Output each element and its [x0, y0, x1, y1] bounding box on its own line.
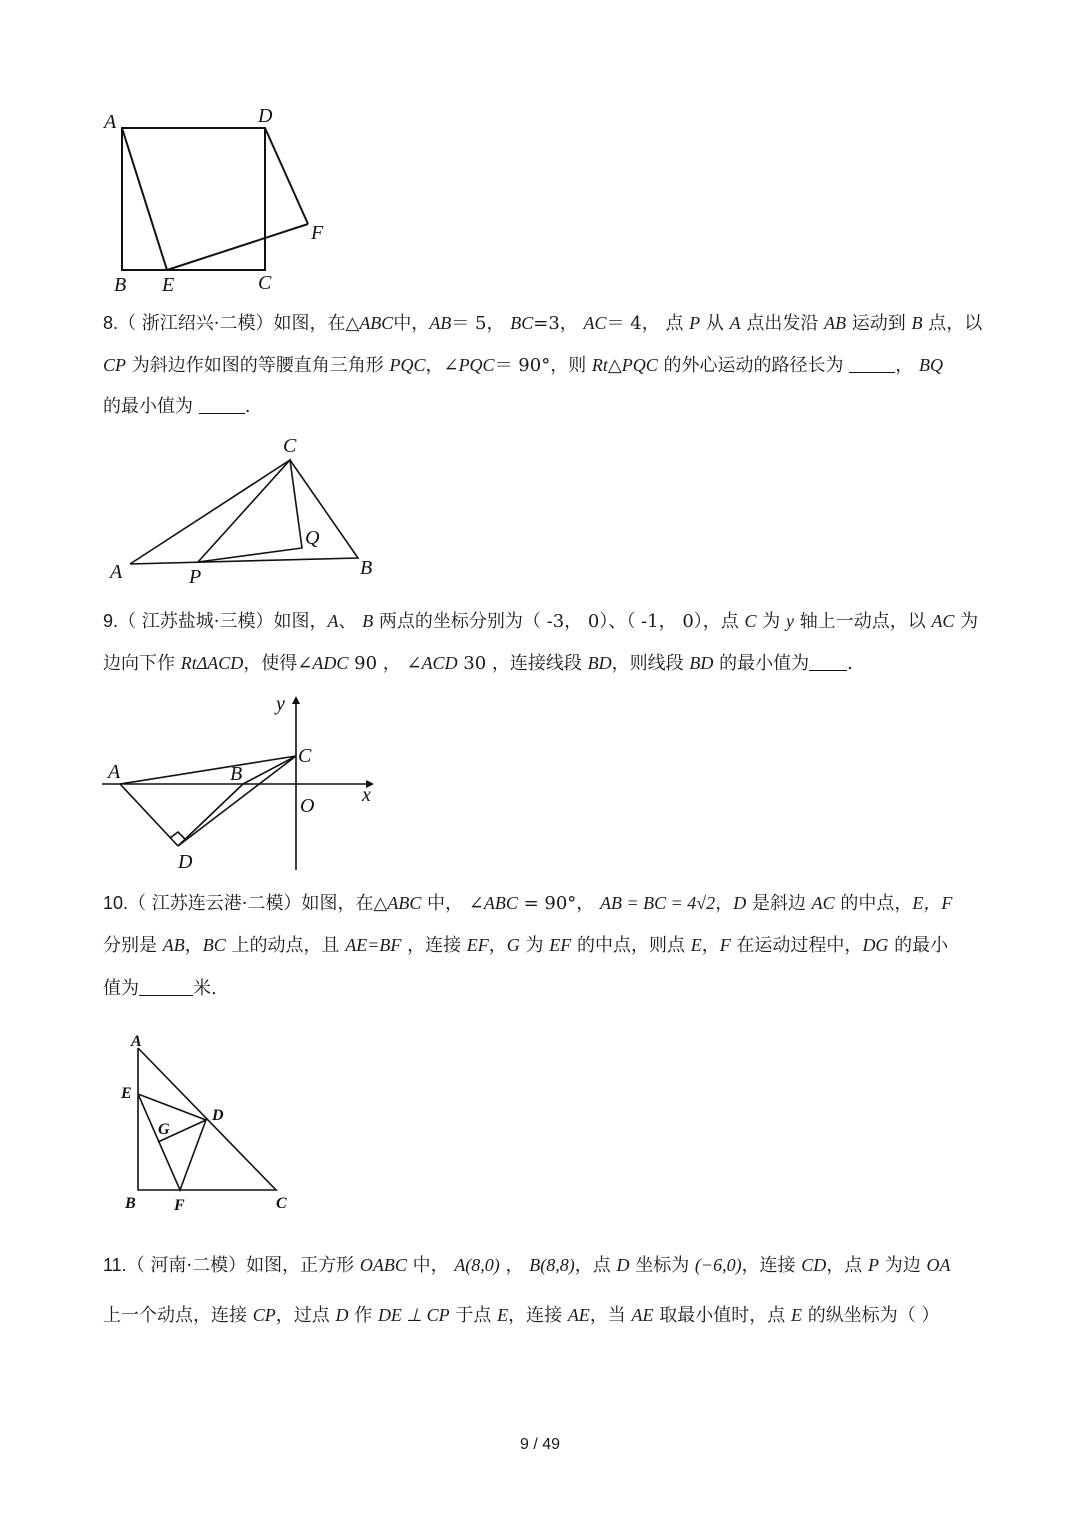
segment-ef — [167, 224, 308, 270]
q9-b: B — [362, 611, 374, 631]
figure-square-abcd — [100, 100, 340, 300]
q11-line-2 — [103, 1302, 939, 1329]
q8-pqc: PQC — [621, 355, 658, 375]
point-label-b: B — [114, 274, 127, 296]
point-label-e: E — [121, 1085, 132, 1102]
q10-text: = 90°， — [517, 893, 601, 914]
point-label-c: C — [298, 745, 312, 767]
q11-text: （ 河南·二模）如图，正方形 — [126, 1255, 360, 1276]
q9-number: 9. — [103, 611, 119, 631]
q9-a: A — [327, 611, 339, 631]
q11-point-a: A(8,0) — [454, 1255, 500, 1275]
segment-df — [265, 128, 308, 224]
q9-acd: ΔACD — [196, 653, 244, 673]
q9-text: ，则线段 — [611, 653, 690, 674]
q10-text: ， — [701, 935, 720, 956]
q10-line-3 — [103, 976, 217, 1002]
q11-text: ，连接 — [508, 1305, 568, 1326]
q8-text: 的最小值为 — [103, 396, 199, 417]
q10-d: D — [733, 893, 747, 913]
point-label-d: D — [178, 851, 193, 873]
q8-text: =3， — [533, 313, 578, 334]
q9-adc: ADC — [312, 653, 349, 673]
right-triangle-diagram — [118, 1028, 308, 1218]
q10-text: 是斜边 — [746, 893, 812, 914]
q10-number: 10. — [103, 893, 129, 913]
q10-text: 值为 — [103, 978, 139, 999]
square-outline — [122, 128, 265, 270]
point-label-b: B — [125, 1195, 136, 1212]
q11-text: ，过点 — [275, 1305, 336, 1326]
point-label-b: B — [230, 763, 243, 785]
point-label-a: A — [131, 1033, 142, 1050]
q10-text: 在运动过程中， — [730, 935, 863, 956]
q8-text: ＝ 4， 点 — [606, 313, 690, 334]
q11-d-coord: (−6,0) — [694, 1255, 742, 1275]
q9-acd: ACD — [421, 653, 458, 673]
q9-line-2 — [103, 650, 853, 677]
q10-e: E — [690, 935, 702, 955]
q10-abc: ABC — [483, 893, 518, 913]
q11-cp: CP — [252, 1305, 276, 1325]
q9-text: . — [847, 653, 853, 674]
q10-bc: BC — [202, 935, 226, 955]
triangle-diagram — [100, 430, 400, 590]
q8-a: A — [729, 313, 741, 333]
q8-number: 8. — [103, 313, 119, 333]
q10-line-2 — [103, 932, 948, 959]
q10-text: ， — [184, 935, 203, 956]
figure-coordinate-acd — [100, 688, 390, 878]
segment-ad — [120, 784, 178, 846]
q11-text: 上一个动点，连接 — [103, 1305, 253, 1326]
q10-text: （ 江苏连云港·二模）如图，在 — [128, 893, 374, 914]
q8-b: B — [911, 313, 923, 333]
figure-right-triangle-defg — [118, 1028, 308, 1218]
q10-abbc: AB = BC = 4√2 — [600, 893, 716, 913]
q8-ac: AC — [583, 313, 607, 333]
q9-text: 轴上一动点，以 — [793, 611, 932, 632]
q11-line-1 — [103, 1252, 951, 1279]
q11-d: D — [616, 1255, 630, 1275]
triangle-abc — [138, 1048, 276, 1190]
q10-ac: AC — [811, 893, 835, 913]
q9-ac: AC — [931, 611, 955, 631]
q9-bd: BD — [689, 653, 714, 673]
q9-text: ，使得∠ — [243, 653, 313, 674]
q10-text: ，连接 — [401, 935, 467, 956]
point-label-f: F — [311, 222, 324, 244]
q10-dg: DG — [862, 935, 889, 955]
q11-text: ，连接 — [741, 1255, 802, 1276]
q10-text: 分别是 — [103, 935, 163, 956]
q10-text: 的中点， — [834, 893, 913, 914]
q8-text: △ — [607, 355, 622, 376]
q11-number: 11. — [103, 1255, 127, 1275]
q10-text: 上的动点，且 — [225, 935, 346, 956]
q8-line-3 — [103, 394, 250, 420]
answer-blank[interactable] — [809, 652, 847, 671]
coordinate-diagram — [100, 688, 390, 878]
q11-text: 的纵坐标为（ ） — [802, 1305, 940, 1326]
q11-ae: AE — [567, 1305, 590, 1325]
q11-text: ，当 — [589, 1305, 632, 1326]
q9-text: 30 ，连接线段 — [457, 653, 588, 674]
q9-y: y — [785, 611, 794, 631]
point-label-d: D — [212, 1107, 224, 1124]
q8-p: P — [689, 313, 701, 333]
q11-ae: AE — [631, 1305, 654, 1325]
q8-cp: CP — [103, 355, 127, 375]
q10-g: G — [506, 935, 520, 955]
q11-p: P — [868, 1255, 880, 1275]
q8-text: ， — [895, 355, 914, 376]
q10-text: ， — [715, 893, 734, 914]
q11-text: 为边 — [879, 1255, 927, 1276]
point-label-p: P — [189, 566, 202, 588]
q11-text: 坐标为 — [629, 1255, 695, 1276]
q10-tri: ABC — [387, 893, 422, 913]
q11-text: ，点 — [574, 1255, 617, 1276]
point-label-e: E — [162, 274, 175, 296]
q11-text: ，点 — [826, 1255, 869, 1276]
q10-text: 为 — [519, 935, 550, 956]
figure-triangle-abc-pqc — [100, 430, 400, 590]
answer-blank[interactable] — [139, 977, 193, 996]
q9-text: 边向下作 — [103, 653, 181, 674]
q8-bc: BC — [510, 313, 534, 333]
q10-line-1: 10.（ 江苏连云港·二模）如图，在△ABC 中， ∠ABC = 90°， AB = BC = 4√2，D 是斜边 AC 的中点，E，F — [103, 893, 953, 914]
q11-text: 作 — [348, 1305, 378, 1326]
q8-text: ，∠ — [425, 355, 459, 376]
point-label-a: A — [110, 561, 123, 583]
q8-text: . — [244, 396, 251, 417]
q8-text: 点出发沿 — [740, 313, 825, 334]
q11-de-perp-cp: DE ⊥ CP — [377, 1305, 450, 1325]
q9-text: 90 ， ∠ — [348, 653, 422, 674]
answer-blank[interactable] — [849, 354, 895, 373]
axis-label-y: y — [276, 693, 285, 715]
q9-text: 的最小值为 — [713, 653, 810, 674]
q8-line-2 — [103, 352, 943, 379]
q8-text: 运动到 — [846, 313, 912, 334]
q10-text: 米. — [193, 978, 217, 999]
point-label-c: C — [258, 272, 272, 294]
axis-label-x: x — [362, 784, 371, 806]
q10-f: F — [719, 935, 731, 955]
q11-text: 取最小值时，点 — [653, 1305, 791, 1326]
y-axis-arrow — [292, 696, 300, 704]
q10-ef: E，F — [912, 893, 953, 913]
q10-aebf: AE=BF — [345, 935, 402, 955]
q11-d: D — [335, 1305, 349, 1325]
q10-ab: AB — [162, 935, 185, 955]
q9-line-1 — [103, 608, 978, 635]
point-label-b: B — [360, 557, 373, 579]
q11-point-b: B(8,8) — [529, 1255, 575, 1275]
answer-blank[interactable] — [199, 395, 245, 414]
q8-text: （ 浙江绍兴·二模）如图，在△ — [118, 313, 360, 334]
q8-pqc: PQC — [389, 355, 426, 375]
q10-ef: EF — [466, 935, 489, 955]
q8-text: ＝ 90°，则 — [494, 355, 592, 376]
q11-text: ， — [499, 1255, 530, 1276]
point-label-c: C — [276, 1195, 287, 1212]
q11-cd: CD — [801, 1255, 827, 1275]
point-label-a: A — [108, 761, 121, 783]
point-label-g: G — [158, 1121, 170, 1138]
q8-line-1 — [103, 310, 982, 337]
q8-text: 点，以 — [922, 313, 983, 334]
segment-bd — [178, 784, 243, 846]
q10-text: ， — [488, 935, 507, 956]
q11-oa: OA — [926, 1255, 951, 1275]
q9-rt: Rt — [180, 653, 197, 673]
q10-text: 的最小 — [888, 935, 949, 956]
point-label-f: F — [174, 1197, 185, 1214]
page-number: 9 / 49 — [519, 1436, 561, 1453]
q10-text: 中， ∠ — [421, 893, 484, 914]
q8-text: 中， — [393, 313, 430, 334]
origin-label-o: O — [300, 795, 315, 817]
q11-e: E — [497, 1305, 509, 1325]
q8-text: 为斜边作如图的等腰直角三角形 — [126, 355, 390, 376]
q10-ef: EF — [549, 935, 572, 955]
q8-text: 的外心运动的路径长为 — [657, 355, 850, 376]
point-label-a: A — [104, 111, 117, 133]
triangle-pqc — [198, 460, 302, 562]
q8-text: ＝ 5， — [451, 313, 505, 334]
q9-c: C — [744, 611, 757, 631]
q8-ab: AB — [429, 313, 452, 333]
q8-tri: ABC — [359, 313, 394, 333]
q11-text: 中， — [406, 1255, 455, 1276]
q9-text: 为 — [756, 611, 786, 632]
point-label-q: Q — [305, 527, 320, 549]
q9-text: 为 — [954, 611, 979, 632]
right-angle-mark — [170, 832, 186, 840]
q8-rt: Rt — [591, 355, 608, 375]
q9-text: （ 江苏盐城·三模）如图， — [118, 611, 328, 632]
q11-text: 于点 — [449, 1305, 498, 1326]
q10-text: 的中点，则点 — [571, 935, 691, 956]
square-diagram — [100, 100, 340, 300]
q8-pqc: PQC — [458, 355, 495, 375]
q8-text: 从 — [700, 313, 730, 334]
point-label-d: D — [258, 105, 273, 127]
q11-oabc: OABC — [359, 1255, 407, 1275]
segment-ae — [122, 128, 167, 270]
q8-ab: AB — [824, 313, 847, 333]
q9-text: 、 — [338, 611, 357, 632]
q11-e: E — [791, 1305, 802, 1325]
q8-bq: BQ — [918, 355, 943, 375]
q9-text: 两点的坐标分别为（ -3， 0）、（ -1， 0），点 — [373, 611, 745, 632]
q9-bd: BD — [587, 653, 612, 673]
point-label-c: C — [283, 435, 297, 457]
